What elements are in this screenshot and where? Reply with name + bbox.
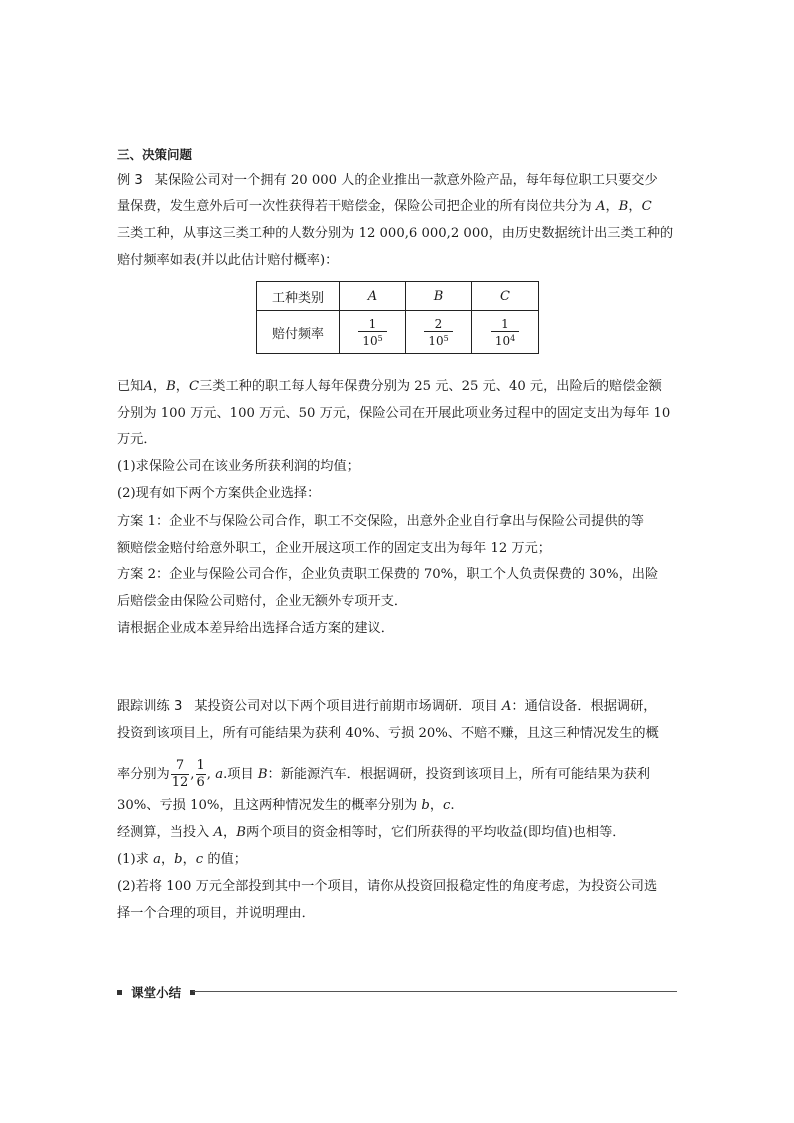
plan-1-line-2: 额赔偿金赔付给意外职工，企业开展这项工作的固定支出为每年 12 万元； bbox=[117, 541, 551, 556]
fraction-1-6: $\frac{1}{6}$ bbox=[196, 758, 205, 790]
example-line-2: 量保费，发生意外后可一次性获得若干赔偿金，保险公司把企业的所有岗位共分为 A，B，C bbox=[117, 199, 652, 214]
table-cell-freq-c: $\frac{1}{10^4}$ bbox=[472, 311, 539, 354]
practice-question-1: (1)求 a，b，c 的值； bbox=[117, 852, 247, 867]
plan-2-line-2: 后赔偿金由保险公司赔付，企业无额外专项开支． bbox=[117, 594, 408, 609]
example-line-3: 三类工种，从事这三类工种的人数分别为 12 000,6 000,2 000，由历史数据统计出三类工种的 bbox=[117, 226, 674, 241]
practice-line-1: 跟踪训练 3 某投资公司对以下两个项目进行前期市场调研．项目 A：通信设备．根据调研， bbox=[117, 699, 657, 714]
fraction-7-12: $\frac{7}{12}$ bbox=[171, 758, 189, 790]
example-line-1: 例 3 某保险公司对一个拥有 20 000 人的企业推出一款意外险产品，每年每位职工只要交少 bbox=[117, 173, 658, 188]
summary-divider bbox=[193, 991, 677, 992]
question-1: (1)求保险公司在该业务所获利润的均值； bbox=[117, 459, 360, 474]
practice-line-5: 经测算，当投入 A，B两个项目的资金相等时，它们所获得的平均收益(即均值)也相等． bbox=[117, 825, 626, 840]
payout-frequency-table bbox=[256, 281, 539, 354]
example-tag: 例 3 bbox=[117, 173, 143, 188]
section-heading: 三、决策问题 bbox=[117, 147, 193, 162]
square-bullet-icon bbox=[117, 990, 122, 995]
table-header-b: B bbox=[406, 282, 472, 311]
table-header-a: A bbox=[340, 282, 406, 311]
practice-line-4: 30%、亏损 10%，且这两种情况发生的概率分别为 b，c. bbox=[117, 798, 455, 813]
summary-section bbox=[117, 982, 677, 1002]
summary-title: 课堂小结 bbox=[131, 985, 182, 1000]
table-row-label: 赔付频率 bbox=[257, 311, 340, 354]
table-row-label: 工种类别 bbox=[257, 282, 340, 311]
table-header-c: C bbox=[472, 282, 539, 311]
given-line-1: 已知A，B，C三类工种的职工每人每年保费分别为 25 元、25 元、40 元，出险后的赔偿金额 bbox=[117, 379, 662, 394]
given-line-2: 分别为 100 万元、100 万元、50 万元，保险公司在开展此项业务过程中的固定支出为每年 10 bbox=[117, 406, 671, 421]
plan-2-line-1: 方案 2：企业与保险公司合作，企业负责职工保费的 70%，职工个人负责保费的 30%，出险 bbox=[117, 567, 659, 582]
recommendation-prompt: 请根据企业成本差异给出选择合适方案的建议． bbox=[117, 621, 394, 636]
question-2: (2)现有如下两个方案供企业选择： bbox=[117, 486, 321, 501]
practice-tag: 跟踪训练 3 bbox=[117, 699, 183, 714]
table-cell-freq-a: $\frac{1}{10^5}$ bbox=[340, 311, 406, 354]
practice-question-2-line-2: 择一个合理的项目，并说明理由． bbox=[117, 906, 315, 921]
practice-question-2-line-1: (2)若将 100 万元全部投到其中一个项目，请你从投资回报稳定性的角度考虑，为投资公司选 bbox=[117, 879, 658, 894]
table-cell-freq-b: $\frac{2}{10^5}$ bbox=[406, 311, 472, 354]
example-line-4: 赔付频率如表(并以此估计赔付概率)： bbox=[117, 253, 339, 268]
practice-line-3: 率分别为 $\frac{7}{12}$ , $\frac{1}{6}$ , a.项目 B：新能源汽车．根据调研，投资到该项目上，所有可能结果为获利 bbox=[117, 758, 650, 790]
practice-line-2: 投资到该项目上，所有可能结果为获利 40%、亏损 20%、不赔不赚，且这三种情况发生的概 bbox=[117, 726, 659, 741]
plan-1-line-1: 方案 1：企业不与保险公司合作，职工不交保险，出意外企业自行拿出与保险公司提供的等 bbox=[117, 514, 644, 529]
given-line-3: 万元． bbox=[117, 432, 157, 447]
